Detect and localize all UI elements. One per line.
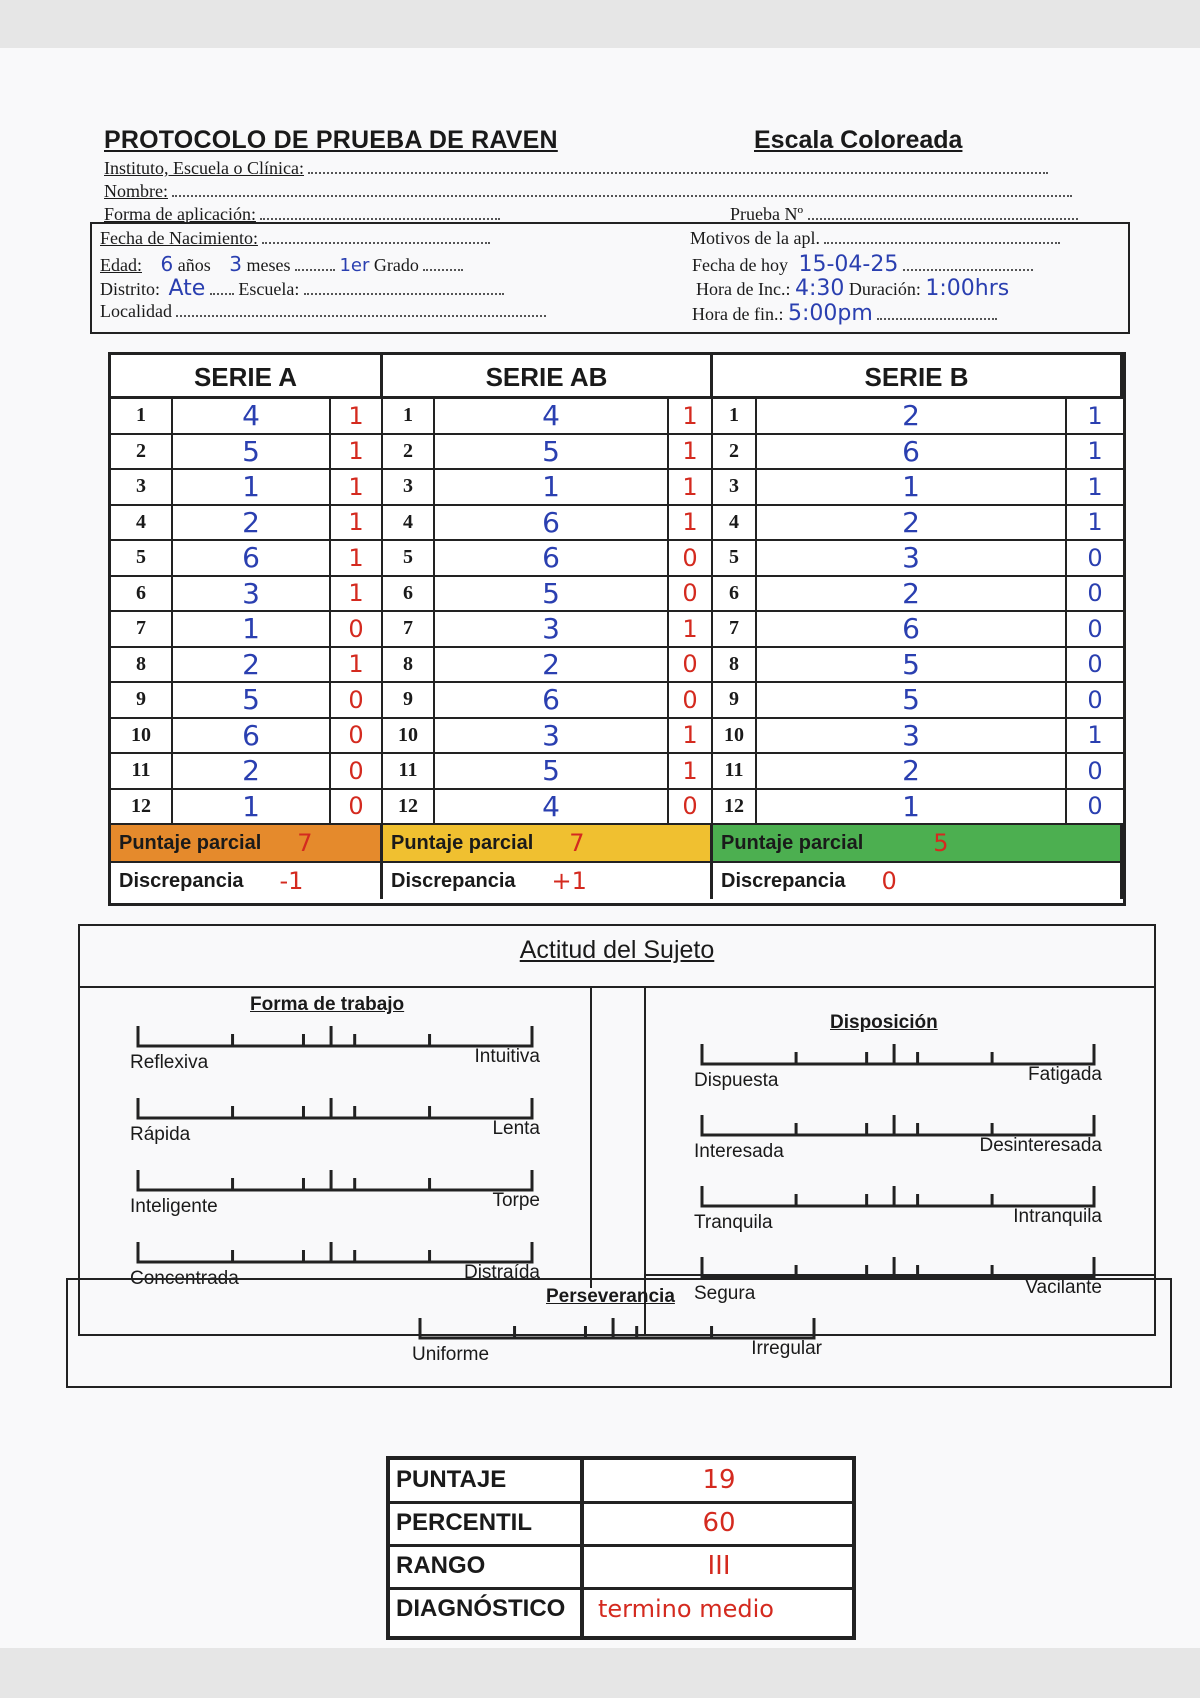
partial-score-row <box>111 825 383 863</box>
answer-cell: 1 <box>173 612 331 648</box>
discrepancy-row <box>713 863 1123 899</box>
scale-left-label: Segura <box>694 1283 756 1304</box>
score-mark-cell: 1 <box>1067 719 1123 755</box>
distrito-value: Ate <box>168 276 206 301</box>
item-number: 10 <box>383 719 435 755</box>
answer-cell: 4 <box>173 399 331 435</box>
scale-right-label: Vacilante <box>1025 1277 1102 1298</box>
score-mark-cell: 0 <box>669 648 713 684</box>
forma-scale-2 <box>130 1094 540 1146</box>
score-mark-cell: 1 <box>669 506 713 542</box>
forma-scale-1 <box>130 1022 540 1074</box>
series-header-3: SERIE B <box>713 355 1123 399</box>
partial-score-label: Puntaje parcial <box>119 831 262 854</box>
answer-cell: 5 <box>173 435 331 471</box>
result-row <box>390 1503 852 1547</box>
answer-cell: 6 <box>757 435 1067 471</box>
item-number: 3 <box>111 470 173 506</box>
result-row <box>390 1546 852 1590</box>
rating-scale-line <box>136 1166 534 1194</box>
partial-score-row <box>713 825 1123 863</box>
fecha-hoy-value: 15-04-25 <box>798 252 899 277</box>
result-value: termino medio <box>598 1595 774 1623</box>
answer-cell: 2 <box>757 506 1067 542</box>
answer-cell: 1 <box>435 470 669 506</box>
score-mark-cell: 0 <box>1067 648 1123 684</box>
perseverancia-title: Perseverancia <box>546 1286 675 1307</box>
result-value: 60 <box>702 1508 736 1538</box>
answer-cell: 5 <box>757 648 1067 684</box>
result-row <box>390 1589 852 1633</box>
item-number: 10 <box>713 719 757 755</box>
item-number: 8 <box>383 648 435 684</box>
answer-cell: 2 <box>757 577 1067 613</box>
prueba-label: Prueba Nº <box>730 204 804 224</box>
discrepancy-value: 0 <box>881 867 897 895</box>
answer-cell: 1 <box>757 470 1067 506</box>
discrepancy-value: -1 <box>279 867 304 895</box>
answer-cell: 2 <box>173 754 331 790</box>
item-number: 12 <box>111 790 173 826</box>
scale-right-label: Torpe <box>492 1190 540 1211</box>
escuela-label: Escuela: <box>238 279 300 299</box>
attitude-title: Actitud del Sujeto <box>519 936 715 964</box>
score-mark-cell: 1 <box>331 648 383 684</box>
answer-cell: 3 <box>173 577 331 613</box>
score-mark-cell: 0 <box>331 683 383 719</box>
score-mark-cell: 1 <box>331 399 383 435</box>
motivos-line <box>690 228 1060 249</box>
grado-value: 1er <box>339 255 370 276</box>
score-mark-cell: 1 <box>331 541 383 577</box>
item-number: 4 <box>383 506 435 542</box>
motivos-label: Motivos de la apl. <box>690 228 820 248</box>
item-number: 7 <box>383 612 435 648</box>
forma-scale-3 <box>130 1166 540 1218</box>
item-number: 7 <box>713 612 757 648</box>
answer-cell: 6 <box>435 683 669 719</box>
edad-label: Edad: <box>100 255 142 275</box>
disposicion-scale-1 <box>694 1040 1102 1092</box>
answer-cell: 1 <box>173 790 331 826</box>
forma-trabajo-title: Forma de trabajo <box>250 994 405 1015</box>
score-mark-cell: 1 <box>669 470 713 506</box>
score-mark-cell: 1 <box>331 470 383 506</box>
answer-cell: 3 <box>757 541 1067 577</box>
answer-cell: 1 <box>757 790 1067 826</box>
result-label: DIAGNÓSTICO <box>396 1595 566 1622</box>
score-mark-cell: 0 <box>331 754 383 790</box>
score-mark-cell: 1 <box>1067 399 1123 435</box>
scale-left-label: Inteligente <box>130 1196 218 1217</box>
partial-score-row <box>383 825 713 863</box>
score-mark-cell: 0 <box>1067 683 1123 719</box>
disposicion-title: Disposición <box>830 1012 938 1033</box>
score-mark-cell: 0 <box>331 790 383 826</box>
answer-cell: 6 <box>435 541 669 577</box>
answer-cell: 5 <box>435 577 669 613</box>
score-mark-cell: 1 <box>1067 470 1123 506</box>
item-number: 6 <box>383 577 435 613</box>
result-value: III <box>707 1551 731 1581</box>
grado-label: Grado <box>373 255 419 275</box>
scale-right-label: Distraída <box>463 1262 540 1283</box>
item-number: 3 <box>713 470 757 506</box>
meses-label: meses <box>246 255 291 275</box>
result-label: PERCENTIL <box>396 1509 533 1536</box>
item-number: 6 <box>111 577 173 613</box>
answer-cell: 4 <box>435 790 669 826</box>
answer-cell: 2 <box>435 648 669 684</box>
item-number: 9 <box>713 683 757 719</box>
item-number: 10 <box>111 719 173 755</box>
answer-cell: 3 <box>435 612 669 648</box>
score-mark-cell: 0 <box>1067 790 1123 826</box>
perseverancia-scale-line <box>412 1314 822 1366</box>
scale-left-label: Reflexiva <box>130 1052 209 1073</box>
hora-inicio-line <box>696 276 1009 301</box>
result-value: 19 <box>702 1465 736 1495</box>
discrepancy-label: Discrepancia <box>721 869 846 892</box>
item-number: 5 <box>383 541 435 577</box>
forma-aplicacion-label: Forma de aplicación: <box>104 204 256 224</box>
scale-right-label: Irregular <box>751 1338 822 1359</box>
scale-subtitle: Escala Coloreada <box>754 126 963 154</box>
item-number: 12 <box>383 790 435 826</box>
result-label: PUNTAJE <box>396 1466 507 1493</box>
discrepancy-row <box>111 863 383 899</box>
scale-left-label: Interesada <box>694 1141 784 1162</box>
item-number: 11 <box>111 754 173 790</box>
instituto-line <box>104 158 1048 179</box>
disposicion-scale-2 <box>694 1111 1102 1163</box>
item-number: 3 <box>383 470 435 506</box>
score-mark-cell: 0 <box>1067 577 1123 613</box>
answer-cell: 6 <box>173 541 331 577</box>
item-number: 5 <box>111 541 173 577</box>
item-number: 2 <box>713 435 757 471</box>
answer-cell: 5 <box>435 754 669 790</box>
score-mark-cell: 0 <box>1067 612 1123 648</box>
answer-cell: 5 <box>435 435 669 471</box>
item-number: 1 <box>111 399 173 435</box>
score-mark-cell: 0 <box>1067 541 1123 577</box>
score-mark-cell: 1 <box>669 399 713 435</box>
score-mark-cell: 1 <box>331 435 383 471</box>
score-mark-cell: 0 <box>669 790 713 826</box>
protocol-sheet <box>0 48 1200 1648</box>
hora-fin-label: Hora de fin.: <box>692 304 784 324</box>
answer-cell: 2 <box>173 648 331 684</box>
discrepancy-row <box>383 863 713 899</box>
item-number: 11 <box>713 754 757 790</box>
scale-right-label: Intranquila <box>1013 1206 1102 1227</box>
answer-cell: 2 <box>757 754 1067 790</box>
partial-score-label: Puntaje parcial <box>391 831 534 854</box>
item-number: 2 <box>383 435 435 471</box>
answer-cell: 1 <box>173 470 331 506</box>
distrito-label: Distrito: <box>100 279 161 299</box>
hora-inicio-value: 4:30 <box>794 276 845 301</box>
answer-cell: 2 <box>757 399 1067 435</box>
answer-cell: 6 <box>757 612 1067 648</box>
score-mark-cell: 1 <box>669 754 713 790</box>
result-label: RANGO <box>396 1552 486 1579</box>
score-mark-cell: 1 <box>1067 506 1123 542</box>
partial-score-value: 7 <box>569 829 585 857</box>
scale-right-label: Lenta <box>492 1118 540 1139</box>
duracion-label: Duración: <box>848 279 921 299</box>
instituto-label: Instituto, Escuela o Clínica: <box>104 158 304 178</box>
series-scoring-table <box>108 352 1126 906</box>
attitude-section <box>78 924 1156 1336</box>
scale-left-label: Uniforme <box>412 1344 490 1365</box>
score-mark-cell: 0 <box>669 541 713 577</box>
partial-score-value: 5 <box>933 829 949 857</box>
score-mark-cell: 0 <box>1067 754 1123 790</box>
item-number: 2 <box>111 435 173 471</box>
duracion-value: 1:00hrs <box>925 276 1010 301</box>
scale-right-label: Intuitiva <box>474 1046 540 1067</box>
score-mark-cell: 0 <box>331 719 383 755</box>
answer-cell: 3 <box>757 719 1067 755</box>
score-mark-cell: 1 <box>669 612 713 648</box>
discrepancy-label: Discrepancia <box>119 869 244 892</box>
score-mark-cell: 1 <box>669 435 713 471</box>
hora-fin-value: 5:00pm <box>787 301 873 326</box>
item-number: 1 <box>383 399 435 435</box>
item-number: 9 <box>111 683 173 719</box>
scale-right-label: Fatigada <box>1028 1064 1102 1085</box>
hora-fin-line <box>692 301 997 326</box>
scale-left-label: Rápida <box>130 1124 191 1145</box>
item-number: 1 <box>713 399 757 435</box>
scale-left-label: Tranquila <box>694 1212 773 1233</box>
item-number: 8 <box>111 648 173 684</box>
partial-score-value: 7 <box>297 829 313 857</box>
distrito-line <box>100 276 504 301</box>
localidad-line <box>100 301 546 322</box>
document-title: PROTOCOLO DE PRUEBA DE RAVEN <box>104 126 558 154</box>
edad-anos-value: 6 <box>160 252 174 276</box>
series-header-2: SERIE AB <box>383 355 713 399</box>
item-number: 9 <box>383 683 435 719</box>
rating-scale-line <box>136 1094 534 1122</box>
attitude-divider <box>80 986 1154 988</box>
item-number: 4 <box>111 506 173 542</box>
item-number: 8 <box>713 648 757 684</box>
hora-inicio-label: Hora de Inc.: <box>696 279 791 299</box>
scale-left-label: Dispuesta <box>694 1070 779 1091</box>
edad-meses-value: 3 <box>229 252 242 276</box>
score-mark-cell: 1 <box>1067 435 1123 471</box>
series-header-1: SERIE A <box>111 355 383 399</box>
scale-left-label: Concentrada <box>130 1268 239 1289</box>
answer-cell: 3 <box>435 719 669 755</box>
score-mark-cell: 0 <box>331 612 383 648</box>
item-number: 6 <box>713 577 757 613</box>
perseverancia-section <box>66 1278 1172 1388</box>
item-number: 7 <box>111 612 173 648</box>
localidad-label: Localidad <box>100 301 172 321</box>
edad-line <box>100 252 463 276</box>
results-table <box>386 1456 856 1640</box>
item-number: 11 <box>383 754 435 790</box>
score-mark-cell: 0 <box>669 577 713 613</box>
score-mark-cell: 1 <box>331 577 383 613</box>
answer-cell: 2 <box>173 506 331 542</box>
item-number: 5 <box>713 541 757 577</box>
result-row <box>390 1460 852 1504</box>
score-mark-cell: 0 <box>669 683 713 719</box>
answer-cell: 6 <box>173 719 331 755</box>
fecha-hoy-line <box>692 252 1033 277</box>
anos-label: años <box>177 255 211 275</box>
answer-cell: 5 <box>757 683 1067 719</box>
discrepancy-label: Discrepancia <box>391 869 516 892</box>
score-mark-cell: 1 <box>669 719 713 755</box>
score-mark-cell: 1 <box>331 506 383 542</box>
item-number: 12 <box>713 790 757 826</box>
answer-cell: 4 <box>435 399 669 435</box>
fecha-nacimiento-line <box>100 228 490 249</box>
item-number: 4 <box>713 506 757 542</box>
partial-score-label: Puntaje parcial <box>721 831 864 854</box>
attitude-col-divider-1 <box>590 988 592 1288</box>
answer-cell: 6 <box>435 506 669 542</box>
nombre-label: Nombre: <box>104 181 168 201</box>
fecha-nacimiento-label: Fecha de Nacimiento: <box>100 228 258 248</box>
answer-cell: 5 <box>173 683 331 719</box>
nombre-line <box>104 181 1072 202</box>
disposicion-scale-3 <box>694 1182 1102 1234</box>
fecha-hoy-label: Fecha de hoy <box>692 255 788 275</box>
discrepancy-value: +1 <box>551 867 587 895</box>
scale-right-label: Desinteresada <box>979 1135 1102 1156</box>
